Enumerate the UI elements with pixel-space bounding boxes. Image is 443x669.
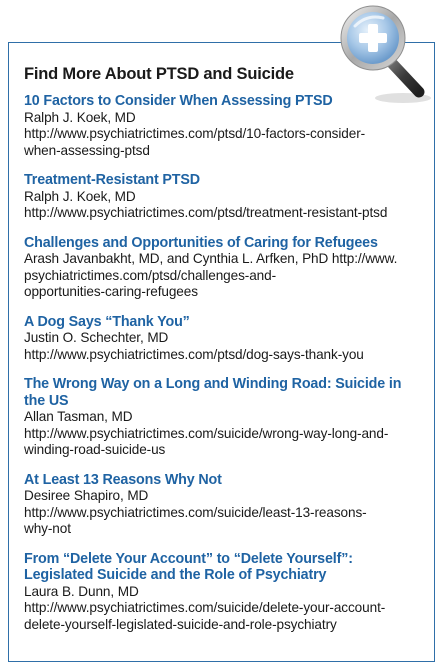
article-url-line: psychiatrictimes.com/ptsd/challenges-and-: [24, 267, 277, 283]
ptsd-suicide-sidebar-box: [8, 42, 435, 662]
article-author: Laura B. Dunn, MD: [24, 583, 139, 599]
article-url-line: delete-yourself-legislated-suicide-and-role-psychiatry: [24, 616, 337, 632]
list-item: [24, 551, 429, 634]
article-title-line: The Wrong Way on a Long and Winding Road: Suicide in: [24, 376, 402, 392]
article-author-line: Arash Javanbakht, MD, and Cynthia L. Arfken, PhD http://www.: [24, 251, 398, 266]
article-url-line: why-not: [24, 521, 71, 536]
article-url-line: http://www.psychiatrictimes.com/ptsd/treatment-resistant-ptsd: [24, 205, 388, 220]
list-item: [24, 314, 429, 364]
article-title-line: the US: [24, 392, 69, 409]
article-title-link[interactable]: At Least 13 Reasons Why Not: [24, 471, 222, 488]
article-url-line: http://www.psychiatrictimes.com/ptsd/dog-says-thank-you: [24, 346, 364, 362]
article-url-line: http://www.psychiatrictimes.com/suicide/least-13-reasons-: [24, 504, 367, 520]
article-author: Allan Tasman, MD: [24, 409, 133, 424]
article-author-and-url[interactable]: [24, 251, 429, 301]
article-list: [24, 93, 429, 646]
article-url-line: winding-road-suicide-us: [24, 442, 166, 457]
article-url[interactable]: [24, 347, 429, 364]
article-author: Justin O. Schechter, MD: [24, 330, 169, 345]
list-item: [24, 235, 429, 301]
article-title-link[interactable]: Treatment-Resistant PTSD: [24, 172, 200, 188]
article-url[interactable]: [24, 505, 429, 538]
article-url[interactable]: [24, 205, 429, 222]
article-url-line: http://www.psychiatrictimes.com/suicide/wrong-way-long-and-: [24, 425, 389, 441]
article-url[interactable]: [24, 600, 429, 633]
article-title-link[interactable]: Challenges and Opportunities of Caring for Refugees: [24, 234, 378, 251]
article-author: Ralph J. Koek, MD: [24, 109, 136, 125]
article-title-link[interactable]: 10 Factors to Consider When Assessing PTSD: [24, 93, 333, 109]
article-url[interactable]: [24, 426, 429, 459]
box-heading: Find More About PTSD and Suicide: [24, 65, 294, 83]
article-url-line: when-assessing-ptsd: [24, 142, 150, 158]
list-item: [24, 376, 429, 459]
magnifier-plus-icon: [311, 0, 441, 110]
article-title-link[interactable]: [24, 551, 429, 584]
list-item: [24, 472, 429, 538]
article-url[interactable]: [24, 126, 429, 159]
article-url-line: http://www.psychiatrictimes.com/ptsd/10-factors-consider-: [24, 126, 366, 141]
article-author: Ralph J. Koek, MD: [24, 188, 136, 204]
article-url-line: http://www.psychiatrictimes.com/suicide/delete-your-account-: [24, 600, 386, 615]
list-item: [24, 172, 429, 222]
article-title-link[interactable]: [24, 376, 429, 409]
article-title-line: From “Delete Your Account” to “Delete Yourself”:: [24, 550, 353, 567]
article-url-line: opportunities-caring-refugees: [24, 284, 198, 299]
article-title-line: Legislated Suicide and the Role of Psychiatry: [24, 567, 327, 583]
article-title-link[interactable]: A Dog Says “Thank You”: [24, 313, 190, 330]
article-author: Desiree Shapiro, MD: [24, 488, 149, 503]
